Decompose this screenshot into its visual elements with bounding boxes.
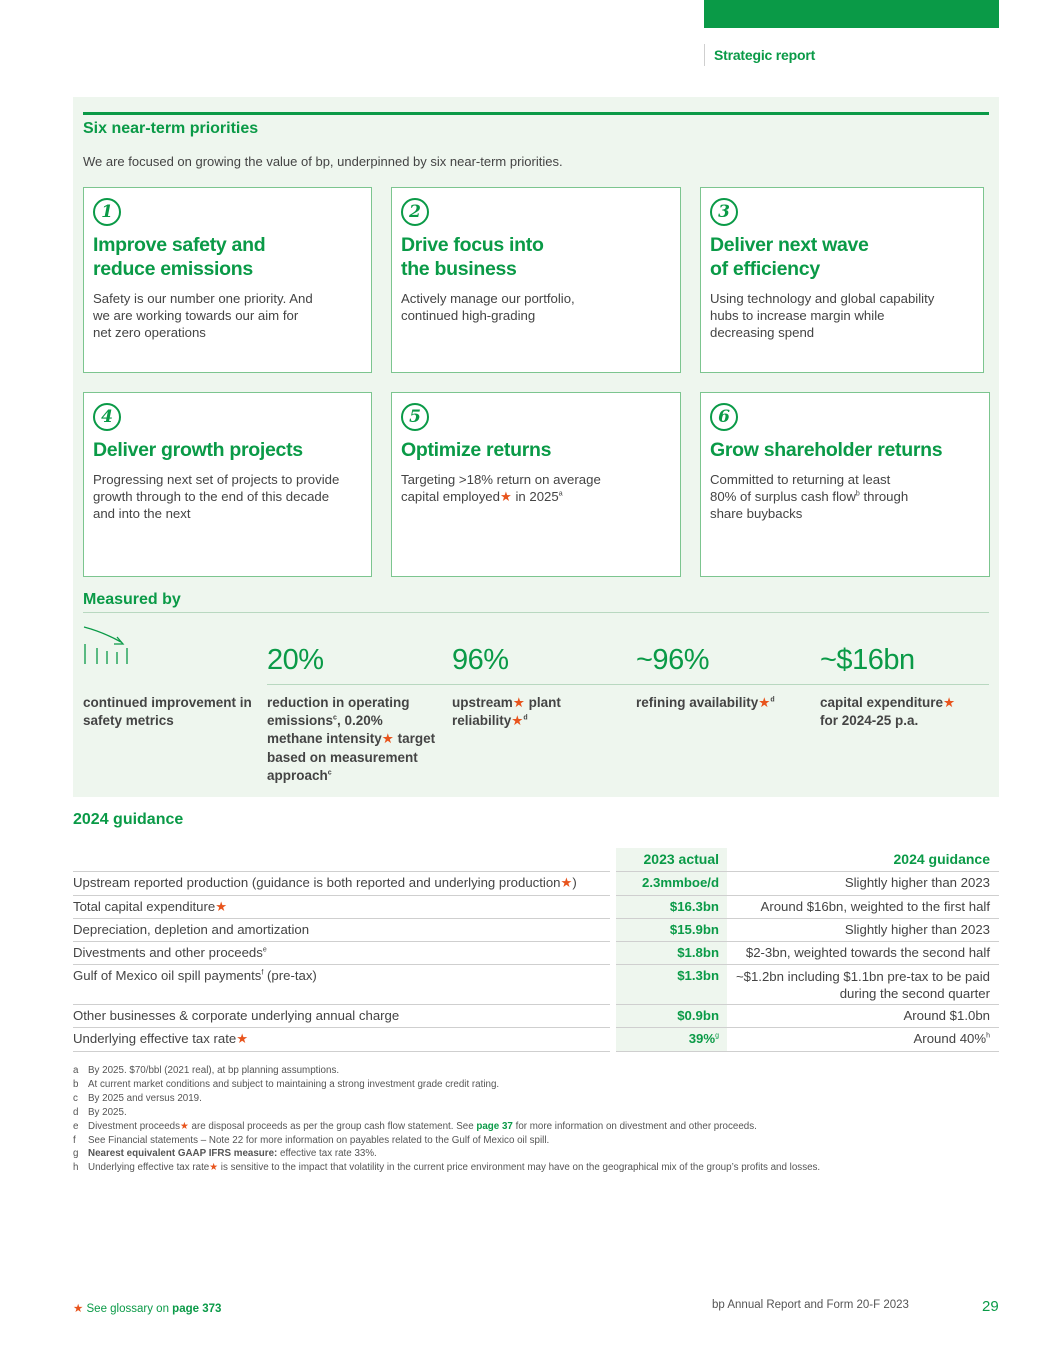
priority-description: Committed to returning at least 80% of surplus cash flow$^b$ through share buybacks xyxy=(710,472,909,521)
footnote: h Underlying effective tax rate★ is sensitive to the impact that volatility in the current price environment may have on the geographical mix of the group’s profits and losses. xyxy=(73,1162,821,1174)
priority-title: Optimize returns xyxy=(401,439,552,461)
page-number: 29 xyxy=(982,1298,999,1315)
row-label: Depreciation, depletion and amortization xyxy=(73,922,310,937)
row-actual: 39%$^g$ xyxy=(616,1028,727,1052)
metric-label: refining availability★$^d$ xyxy=(636,695,775,710)
glossary-star-icon: ★ xyxy=(560,875,573,890)
metric-upstream xyxy=(452,620,622,730)
panel-top-rule xyxy=(83,112,989,115)
row-guidance: Around $1.0bn xyxy=(903,1008,990,1023)
row-guidance: Around 40%$^h$ xyxy=(913,1031,990,1046)
metric-label: capital expenditure★ for 2024-25 p.a. xyxy=(820,695,956,729)
footnote: e Divestment proceeds★ are disposal proceeds as per the group cash flow statement. See page 37 for more information on divestment and other proceeds. xyxy=(73,1120,757,1132)
metric-safety xyxy=(83,620,253,730)
table-row xyxy=(73,1028,999,1052)
table-row xyxy=(73,965,999,1005)
metric-label: continued improvement in safety metrics xyxy=(83,695,252,729)
row-actual: $15.9bn xyxy=(616,919,727,942)
table-row xyxy=(73,1005,999,1028)
priority-description: Targeting >18% return on average capital employed★ in 2025$^a$ xyxy=(401,472,601,504)
glossary-star-icon: ★ xyxy=(499,489,512,504)
metric-value: ~$16bn xyxy=(820,644,915,676)
table-row xyxy=(73,919,999,942)
number-badge-icon: 6 xyxy=(710,403,738,431)
metric-capex xyxy=(820,620,990,730)
row-label: Gulf of Mexico oil spill payments$^f$ (pre-tax) xyxy=(73,968,317,983)
footnote: c By 2025 and versus 2019. xyxy=(73,1092,202,1104)
metric-value: 96% xyxy=(452,644,509,676)
row-label: Other businesses & corporate underlying annual charge xyxy=(73,1008,400,1023)
column-header-guidance: 2024 guidance xyxy=(893,851,990,867)
priority-card-1 xyxy=(83,187,372,373)
measured-by-title: Measured by xyxy=(83,591,181,608)
glossary-star-icon: ★ xyxy=(73,1303,84,1315)
table-header-row xyxy=(73,848,999,872)
glossary-star-icon: ★ xyxy=(943,695,956,710)
priority-title: Deliver next wave of efficiency xyxy=(710,234,869,280)
metric-emissions xyxy=(267,620,437,785)
row-actual: $1.3bn xyxy=(616,965,727,1005)
table-row xyxy=(73,942,999,965)
footnote: d By 2025. xyxy=(73,1106,127,1118)
priority-title: Grow shareholder returns xyxy=(710,439,943,461)
page-37-link[interactable]: page 37 xyxy=(476,1120,513,1132)
priority-title: Improve safety and reduce emissions xyxy=(93,234,266,280)
priority-card-6 xyxy=(700,392,990,577)
glossary-star-icon: ★ xyxy=(758,695,771,710)
guidance-title: 2024 guidance xyxy=(73,811,184,828)
number-badge-icon: 1 xyxy=(93,198,121,226)
priority-description: Progressing next set of projects to provide growth through to the end of this decade and into the next xyxy=(93,472,340,521)
row-actual: $1.8bn xyxy=(616,942,727,965)
priority-title: Drive focus into the business xyxy=(401,234,544,280)
row-guidance: Slightly higher than 2023 xyxy=(844,922,990,937)
glossary-star-icon: ★ xyxy=(236,1031,249,1046)
number-badge-icon: 2 xyxy=(401,198,429,226)
metric-label: reduction in operating emissions$^c$, 0.20% methane intensity★ target based on measurement approach$^c$ xyxy=(267,695,436,783)
footnote: b At current market conditions and subject to maintaining a strong investment grade credit rating. xyxy=(73,1078,500,1090)
row-actual: 2.3mmboe/d xyxy=(616,872,727,896)
number-badge-icon: 4 xyxy=(93,403,121,431)
glossary-star-icon: ★ xyxy=(209,1162,219,1174)
guidance-table xyxy=(73,848,999,1052)
glossary-star-icon: ★ xyxy=(512,695,525,710)
table-row xyxy=(73,872,999,896)
header-tab-bar xyxy=(704,0,999,28)
page-373-link[interactable]: page 373 xyxy=(172,1303,222,1315)
report-title: bp Annual Report and Form 20-F 2023 xyxy=(712,1299,909,1311)
priority-card-2 xyxy=(391,187,681,373)
metric-label: upstream★ plant reliability★$^d$ xyxy=(452,695,561,729)
row-guidance: $2-3bn, weighted towards the second half xyxy=(745,945,990,960)
row-label: Divestments and other proceeds$^e$ xyxy=(73,945,267,960)
number-badge-icon: 5 xyxy=(401,403,429,431)
priority-description: Safety is our number one priority. And we are working towards our aim for net zero operations xyxy=(93,291,313,340)
row-label: Upstream reported production (guidance is both reported and underlying production★) xyxy=(73,875,577,890)
priority-card-4 xyxy=(83,392,372,577)
glossary-star-icon: ★ xyxy=(511,713,524,729)
footnote: g Nearest equivalent GAAP IFRS measure: effective tax rate 33%. xyxy=(73,1148,377,1160)
priority-title: Deliver growth projects xyxy=(93,439,303,461)
glossary-note: ★ See glossary on page 373 xyxy=(73,1303,222,1315)
metric-value: ~96% xyxy=(636,644,709,676)
glossary-star-icon: ★ xyxy=(381,731,394,747)
table-row xyxy=(73,896,999,919)
metric-refining xyxy=(636,620,806,712)
column-header-actual: 2023 actual xyxy=(616,848,727,872)
declining-chart-icon xyxy=(83,620,253,684)
row-guidance: ~$1.2bn including $1.1bn pre-tax to be paid during the second quarter xyxy=(735,969,990,1001)
priority-card-5 xyxy=(391,392,681,577)
row-actual: $16.3bn xyxy=(616,896,727,919)
row-label: Total capital expenditure★ xyxy=(73,899,228,914)
glossary-star-icon: ★ xyxy=(215,899,228,914)
row-label: Underlying effective tax rate★ xyxy=(73,1031,249,1046)
measured-rule xyxy=(83,612,989,613)
footnote: a By 2025. $70/bbl (2021 real), at bp planning assumptions. xyxy=(73,1065,340,1076)
priorities-intro: We are focused on growing the value of bp, underpinned by six near-term priorities. xyxy=(83,154,563,169)
number-badge-icon: 3 xyxy=(710,198,738,226)
footnotes xyxy=(73,1064,999,1175)
section-label: Strategic report xyxy=(704,44,815,66)
priority-description: Using technology and global capability hubs to increase margin while decreasing spend xyxy=(710,291,935,340)
metric-value: 20% xyxy=(267,644,324,676)
footnote: f See Financial statements – Note 22 for more information on payables related to the Gulf of Mexico oil spill. xyxy=(73,1134,550,1146)
priorities-title: Six near-term priorities xyxy=(83,120,259,137)
row-guidance: Slightly higher than 2023 xyxy=(844,875,990,890)
row-guidance: Around $16bn, weighted to the first half xyxy=(760,899,990,914)
glossary-star-icon: ★ xyxy=(180,1120,189,1132)
priority-description: Actively manage our portfolio, continued high-grading xyxy=(401,291,575,323)
row-actual: $0.9bn xyxy=(616,1005,727,1028)
priority-card-3 xyxy=(700,187,984,373)
